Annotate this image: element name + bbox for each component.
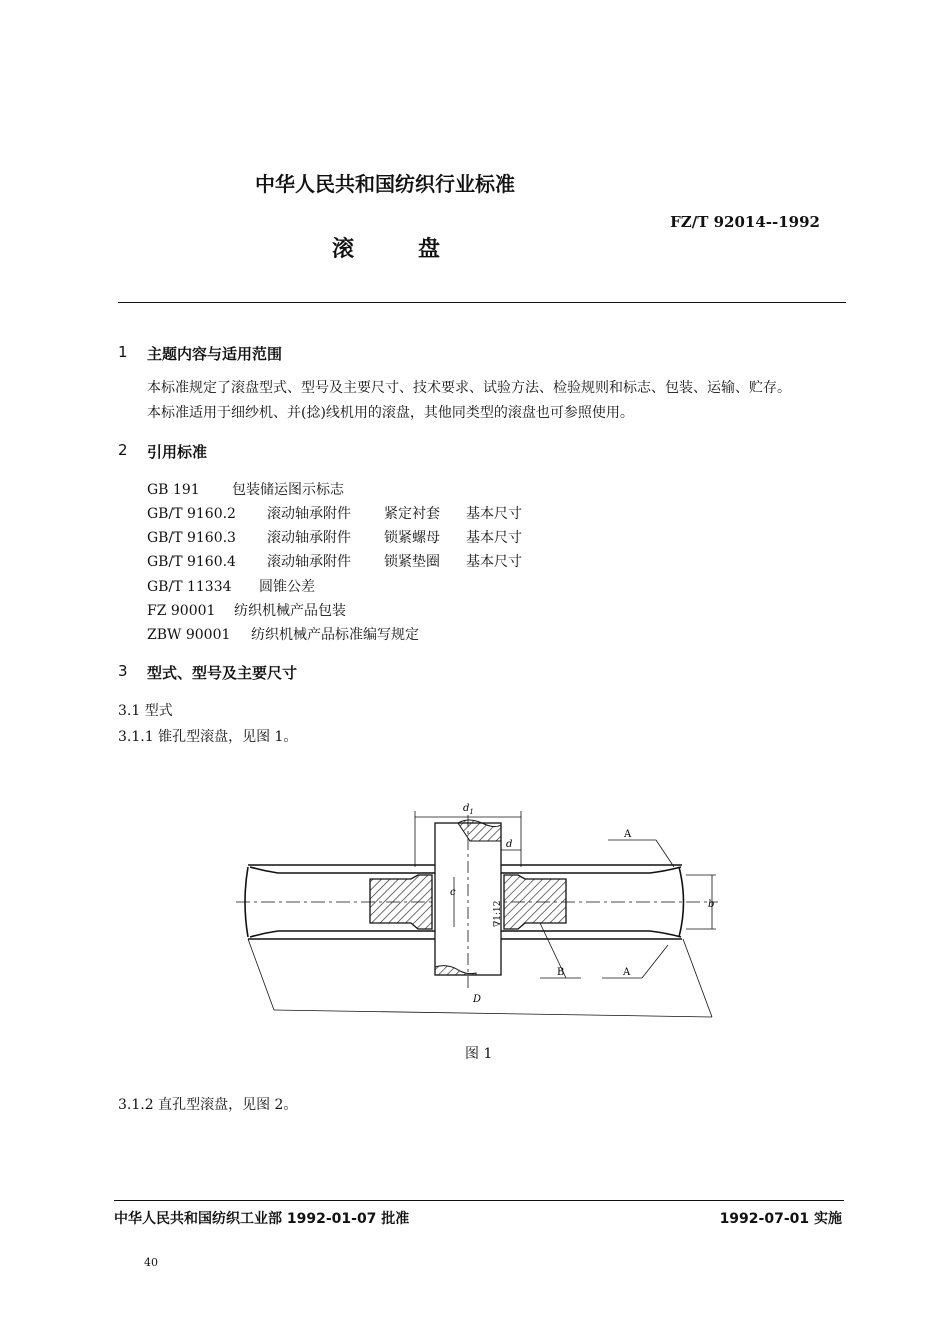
reference-title: 滚动轴承附件 [267,530,351,546]
reference-title: 滚动轴承附件 [267,554,351,570]
reference-title: 包装储运图示标志 [232,482,344,498]
reference-item [147,624,419,644]
section-1-paragraph-2: 本标准适用于细纱机、并(捻)线机用的滚盘，其他同类型的滚盘也可参照使用。 [147,405,634,421]
reference-item [147,551,522,571]
standard-code: FZ/T 92014--1992 [670,213,820,231]
reference-title: 圆锥公差 [259,579,315,595]
reference-item [147,576,315,596]
label-c: c [450,887,456,898]
page-number: 40 [144,1256,158,1269]
reference-part: 紧定衬套 [384,506,440,522]
reference-part: 锁紧垫圈 [384,554,440,570]
label-A-top: A [624,829,632,840]
document-title: 滚盘 [332,237,505,262]
approval-notice: 中华人民共和国纺织工业部 1992-01-07 批准 [114,1211,410,1227]
subsection-3-1-1: 3.1.1 锥孔型滚盘，见图 1。 [118,729,298,745]
label-B: B [557,967,565,978]
reference-title: 滚动轴承附件 [267,506,351,522]
section-3-title: 型式、型号及主要尺寸 [147,664,298,682]
issuing-body-heading: 中华人民共和国纺织行业标准 [255,172,515,196]
subsection-3-1: 3.1 型式 [118,703,173,719]
section-2-number: 2 [118,441,128,459]
effective-date: 1992-07-01 实施 [719,1211,842,1227]
section-3-number: 3 [118,662,128,680]
label-A-bottom: A [623,967,631,978]
section-1-title: 主题内容与适用范围 [147,345,283,363]
reference-code: ZBW 90001 [147,627,231,643]
reference-title: 纺织机械产品标准编写规定 [251,627,419,643]
reference-title: 纺织机械产品包装 [234,603,346,619]
figure-1-drawing [236,795,726,1025]
reference-item [147,527,522,547]
label-D: D [473,994,482,1005]
section-1-paragraph-1: 本标准规定了滚盘型式、型号及主要尺寸、技术要求、试验方法、检验规则和标志、包装、运输、贮存。 [147,380,791,396]
label-d1: $d_1$ [463,803,474,816]
reference-code: GB 191 [147,482,200,498]
reference-item [147,600,346,620]
subsection-3-1-2: 3.1.2 直孔型滚盘，见图 2。 [118,1097,298,1113]
reference-part: 基本尺寸 [466,530,522,546]
label-b: b [708,899,715,910]
reference-code: GB/T 9160.3 [147,530,236,546]
label-d: d [506,839,513,850]
reference-part: 基本尺寸 [466,506,522,522]
reference-part: 基本尺寸 [466,554,522,570]
header-rule [118,302,846,303]
reference-item [147,479,344,499]
footer-rule [114,1200,844,1201]
reference-code: GB/T 9160.4 [147,554,236,570]
reference-code: FZ 90001 [147,603,216,619]
reference-part: 锁紧螺母 [384,530,440,546]
section-2-title: 引用标准 [147,443,208,461]
label-taper: ∇1:12 [493,900,503,927]
reference-code: GB/T 11334 [147,579,232,595]
reference-item [147,503,522,523]
section-1-number: 1 [118,343,128,361]
figure-1-caption: 图 1 [465,1046,493,1062]
reference-code: GB/T 9160.2 [147,506,236,522]
